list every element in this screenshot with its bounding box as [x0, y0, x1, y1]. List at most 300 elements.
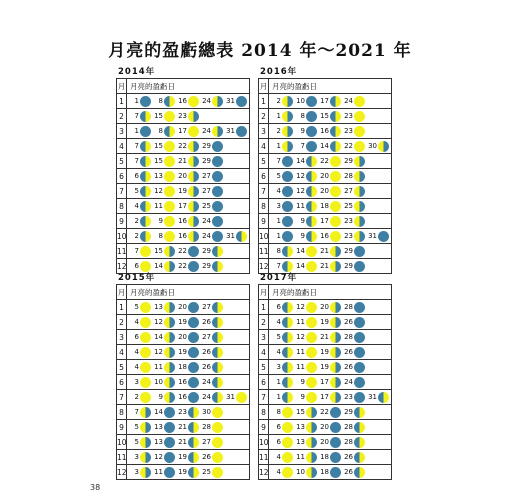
- lq-moon-icon: [330, 377, 341, 388]
- new-moon-icon: [282, 216, 293, 227]
- phase-day: 24: [202, 217, 211, 225]
- month-cell: 5: [259, 360, 269, 375]
- phase-day: 26: [344, 468, 353, 476]
- fq-moon-icon: [140, 141, 151, 152]
- new-moon-icon: [188, 246, 199, 257]
- phase-cell: [269, 124, 392, 139]
- table-row: [259, 214, 392, 229]
- month-cell: 12: [259, 259, 269, 274]
- lq-moon-icon: [330, 302, 341, 313]
- full-moon-icon: [140, 392, 151, 403]
- new-moon-icon: [212, 186, 223, 197]
- lq-moon-icon: [354, 186, 365, 197]
- phase-day: 9: [158, 217, 163, 225]
- month-cell: 1: [259, 94, 269, 109]
- fq-moon-icon: [378, 392, 389, 403]
- phase-day: 21: [320, 262, 329, 270]
- phase-day: 11: [154, 202, 163, 210]
- new-moon-icon: [212, 201, 223, 212]
- lq-moon-icon: [330, 347, 341, 358]
- new-moon-icon: [354, 261, 365, 272]
- phase-cell: [269, 360, 392, 375]
- phase-day: 21: [320, 247, 329, 255]
- table-row: [259, 315, 392, 330]
- phase-day: 14: [296, 157, 305, 165]
- new-moon-icon: [306, 96, 317, 107]
- month-cell: 8: [117, 199, 127, 214]
- fq-moon-icon: [354, 467, 365, 478]
- header-phase: 月亮的盈虧日: [269, 79, 392, 94]
- table-row: [117, 450, 250, 465]
- phase-day: 7: [276, 157, 281, 165]
- phase-day: 14: [154, 333, 163, 341]
- fq-moon-icon: [212, 392, 223, 403]
- full-moon-icon: [306, 246, 317, 257]
- table-row: [259, 345, 392, 360]
- month-cell: 7: [117, 184, 127, 199]
- phase-day: 5: [134, 187, 139, 195]
- phase-day: 27: [202, 438, 211, 446]
- fq-moon-icon: [282, 246, 293, 257]
- new-moon-icon: [354, 377, 365, 388]
- new-moon-icon: [282, 171, 293, 182]
- table-header-row: [117, 285, 250, 300]
- phase-day: 28: [344, 438, 353, 446]
- full-moon-icon: [236, 392, 247, 403]
- new-moon-icon: [354, 246, 365, 257]
- phase-day: 4: [276, 453, 281, 461]
- phase-list: [127, 124, 249, 138]
- month-cell: 4: [259, 139, 269, 154]
- lq-moon-icon: [164, 261, 175, 272]
- phase-list: [127, 300, 249, 314]
- full-moon-icon: [188, 126, 199, 137]
- phase-day: 5: [134, 303, 139, 311]
- fq-moon-icon: [306, 201, 317, 212]
- phase-day: 10: [296, 97, 305, 105]
- phase-day: 11: [296, 318, 305, 326]
- phase-day: 8: [158, 97, 163, 105]
- phase-cell: [269, 229, 392, 244]
- phase-cell: [269, 184, 392, 199]
- phase-cell: [127, 169, 250, 184]
- phase-day: 28: [344, 333, 353, 341]
- phase-cell: [127, 139, 250, 154]
- fq-moon-icon: [188, 422, 199, 433]
- fq-moon-icon: [306, 231, 317, 242]
- new-moon-icon: [354, 347, 365, 358]
- table-row: [117, 360, 250, 375]
- full-moon-icon: [140, 347, 151, 358]
- lq-moon-icon: [212, 96, 223, 107]
- phase-day: 4: [276, 468, 281, 476]
- table-row: [259, 465, 392, 480]
- full-moon-icon: [212, 437, 223, 448]
- table-row: [117, 154, 250, 169]
- full-moon-icon: [140, 317, 151, 328]
- lq-moon-icon: [188, 216, 199, 227]
- phase-day: 20: [178, 333, 187, 341]
- year-block: [116, 272, 250, 480]
- lq-moon-icon: [306, 467, 317, 478]
- phase-list: [127, 420, 249, 434]
- phase-list: [127, 184, 249, 198]
- month-cell: 2: [259, 315, 269, 330]
- table-row: [259, 375, 392, 390]
- phase-day: 12: [296, 303, 305, 311]
- month-cell: 1: [117, 300, 127, 315]
- fq-moon-icon: [354, 437, 365, 448]
- moon-phase-table: [116, 284, 250, 480]
- full-moon-icon: [140, 332, 151, 343]
- table-row: [259, 109, 392, 124]
- phase-day: 29: [344, 157, 353, 165]
- phase-day: 7: [134, 408, 139, 416]
- phase-day: 3: [134, 453, 139, 461]
- full-moon-icon: [306, 261, 317, 272]
- phase-list: [127, 345, 249, 359]
- phase-cell: [269, 390, 392, 405]
- phase-day: 20: [320, 187, 329, 195]
- full-moon-icon: [306, 347, 317, 358]
- new-moon-icon: [282, 231, 293, 242]
- phase-day: 6: [134, 333, 139, 341]
- new-moon-icon: [164, 452, 175, 463]
- phase-cell: [269, 139, 392, 154]
- phase-day: 10: [296, 468, 305, 476]
- phase-cell: [127, 375, 250, 390]
- phase-cell: [127, 330, 250, 345]
- table-row: [259, 199, 392, 214]
- phase-day: 14: [154, 408, 163, 416]
- phase-day: 9: [300, 378, 305, 386]
- phase-day: 8: [158, 232, 163, 240]
- phase-list: [127, 435, 249, 449]
- phase-day: 15: [320, 112, 329, 120]
- phase-day: 7: [134, 112, 139, 120]
- phase-day: 8: [276, 247, 281, 255]
- table-row: [117, 300, 250, 315]
- phase-day: 28: [202, 423, 211, 431]
- full-moon-icon: [140, 246, 151, 257]
- table-row: [117, 330, 250, 345]
- phase-day: 4: [276, 318, 281, 326]
- fq-moon-icon: [212, 332, 223, 343]
- phase-day: 30: [202, 408, 211, 416]
- phase-cell: [127, 390, 250, 405]
- phase-day: 11: [296, 363, 305, 371]
- phase-cell: [127, 229, 250, 244]
- new-moon-icon: [306, 141, 317, 152]
- phase-day: 14: [296, 262, 305, 270]
- header-phase: 月亮的盈虧日: [127, 79, 250, 94]
- lq-moon-icon: [330, 332, 341, 343]
- fq-moon-icon: [354, 407, 365, 418]
- fq-moon-icon: [330, 96, 341, 107]
- month-cell: 5: [117, 154, 127, 169]
- lq-moon-icon: [140, 437, 151, 448]
- new-moon-icon: [306, 111, 317, 122]
- phase-list: [127, 229, 249, 243]
- table-row: [117, 315, 250, 330]
- phase-day: 31: [368, 393, 377, 401]
- month-cell: 9: [259, 420, 269, 435]
- new-moon-icon: [188, 362, 199, 373]
- header-phase: 月亮的盈虧日: [127, 285, 250, 300]
- phase-day: 17: [178, 202, 187, 210]
- phase-day: 19: [320, 348, 329, 356]
- phase-cell: [269, 345, 392, 360]
- phase-list: [269, 435, 391, 449]
- phase-day: 21: [178, 438, 187, 446]
- phase-cell: [269, 405, 392, 420]
- phase-day: 16: [178, 378, 187, 386]
- phase-day: 13: [296, 438, 305, 446]
- header-month: 月: [259, 79, 269, 94]
- fq-moon-icon: [140, 201, 151, 212]
- fq-moon-icon: [164, 96, 175, 107]
- phase-day: 16: [320, 127, 329, 135]
- phase-list: [127, 244, 249, 258]
- lq-moon-icon: [282, 96, 293, 107]
- phase-day: 1: [276, 112, 281, 120]
- phase-day: 27: [202, 187, 211, 195]
- phase-day: 28: [344, 423, 353, 431]
- phase-day: 19: [178, 318, 187, 326]
- phase-day: 16: [320, 232, 329, 240]
- phase-day: 31: [226, 127, 235, 135]
- month-cell: 2: [117, 109, 127, 124]
- month-cell: 6: [117, 169, 127, 184]
- new-moon-icon: [212, 156, 223, 167]
- phase-day: 20: [320, 423, 329, 431]
- phase-cell: [127, 124, 250, 139]
- table-row: [259, 330, 392, 345]
- phase-cell: [127, 154, 250, 169]
- fq-moon-icon: [330, 111, 341, 122]
- month-cell: 7: [259, 390, 269, 405]
- phase-list: [127, 169, 249, 183]
- table-row: [259, 94, 392, 109]
- new-moon-icon: [330, 467, 341, 478]
- new-moon-icon: [354, 317, 365, 328]
- month-cell: 7: [117, 390, 127, 405]
- fq-moon-icon: [282, 347, 293, 358]
- phase-day: 24: [202, 232, 211, 240]
- phase-day: 16: [178, 97, 187, 105]
- phase-day: 4: [276, 187, 281, 195]
- phase-cell: [269, 375, 392, 390]
- phase-cell: [269, 94, 392, 109]
- full-moon-icon: [306, 392, 317, 403]
- phase-day: 5: [134, 423, 139, 431]
- month-cell: 7: [259, 184, 269, 199]
- table-row: [117, 435, 250, 450]
- phase-day: 19: [320, 318, 329, 326]
- table-row: [259, 360, 392, 375]
- phase-day: 6: [276, 438, 281, 446]
- full-moon-icon: [354, 126, 365, 137]
- phase-day: 16: [178, 393, 187, 401]
- phase-day: 3: [134, 378, 139, 386]
- lq-moon-icon: [140, 422, 151, 433]
- phase-day: 13: [154, 172, 163, 180]
- page-title: 月亮的盈虧總表 2014 年～2021 年: [108, 41, 412, 61]
- phase-day: 10: [154, 378, 163, 386]
- phase-day: 19: [178, 453, 187, 461]
- phase-day: 26: [202, 453, 211, 461]
- phase-day: 1: [276, 393, 281, 401]
- lq-moon-icon: [188, 201, 199, 212]
- table-row: [259, 420, 392, 435]
- new-moon-icon: [164, 407, 175, 418]
- phase-cell: [127, 199, 250, 214]
- phase-day: 29: [202, 142, 211, 150]
- month-cell: 3: [117, 124, 127, 139]
- lq-moon-icon: [164, 347, 175, 358]
- phase-list: [127, 405, 249, 419]
- phase-day: 28: [344, 172, 353, 180]
- lq-moon-icon: [164, 317, 175, 328]
- lq-moon-icon: [306, 452, 317, 463]
- phase-cell: [269, 420, 392, 435]
- new-moon-icon: [354, 302, 365, 313]
- new-moon-icon: [354, 392, 365, 403]
- fq-moon-icon: [306, 186, 317, 197]
- month-cell: 8: [259, 199, 269, 214]
- fq-moon-icon: [330, 141, 341, 152]
- phase-day: 15: [296, 408, 305, 416]
- month-cell: 8: [259, 405, 269, 420]
- table-row: [117, 109, 250, 124]
- new-moon-icon: [330, 452, 341, 463]
- lq-moon-icon: [164, 377, 175, 388]
- lq-moon-icon: [354, 156, 365, 167]
- phase-day: 11: [296, 453, 305, 461]
- year-label: 2015年: [118, 273, 156, 283]
- fq-moon-icon: [354, 452, 365, 463]
- table-row: [117, 465, 250, 480]
- lq-moon-icon: [306, 422, 317, 433]
- phase-list: [269, 169, 391, 183]
- table-row: [259, 139, 392, 154]
- phase-day: 5: [276, 172, 281, 180]
- phase-day: 6: [134, 172, 139, 180]
- lq-moon-icon: [354, 171, 365, 182]
- phase-day: 17: [320, 393, 329, 401]
- phase-day: 1: [276, 217, 281, 225]
- table-row: [117, 229, 250, 244]
- phase-day: 7: [276, 262, 281, 270]
- phase-day: 15: [154, 112, 163, 120]
- phase-list: [127, 465, 249, 479]
- phase-day: 9: [300, 217, 305, 225]
- phase-list: [127, 360, 249, 374]
- phase-cell: [269, 465, 392, 480]
- year-label: 2016年: [260, 67, 298, 77]
- full-moon-icon: [306, 377, 317, 388]
- phase-list: [269, 184, 391, 198]
- phase-cell: [127, 420, 250, 435]
- phase-day: 30: [368, 142, 377, 150]
- phase-day: 23: [344, 112, 353, 120]
- phase-day: 9: [158, 393, 163, 401]
- table-row: [259, 229, 392, 244]
- phase-day: 26: [202, 348, 211, 356]
- phase-day: 26: [202, 318, 211, 326]
- fq-moon-icon: [282, 377, 293, 388]
- phase-day: 8: [300, 112, 305, 120]
- phase-day: 12: [154, 348, 163, 356]
- phase-cell: [269, 169, 392, 184]
- phase-day: 17: [320, 217, 329, 225]
- phase-day: 5: [276, 333, 281, 341]
- phase-day: 12: [296, 172, 305, 180]
- phase-cell: [269, 315, 392, 330]
- new-moon-icon: [188, 261, 199, 272]
- phase-cell: [127, 360, 250, 375]
- lq-moon-icon: [188, 141, 199, 152]
- phase-day: 21: [178, 423, 187, 431]
- fq-moon-icon: [140, 216, 151, 227]
- header-month: 月: [117, 285, 127, 300]
- month-cell: 3: [259, 124, 269, 139]
- month-cell: 2: [117, 315, 127, 330]
- full-moon-icon: [330, 231, 341, 242]
- phase-day: 16: [178, 217, 187, 225]
- full-moon-icon: [354, 141, 365, 152]
- lq-moon-icon: [164, 302, 175, 313]
- month-cell: 4: [259, 345, 269, 360]
- phase-day: 23: [344, 232, 353, 240]
- phase-day: 29: [202, 247, 211, 255]
- table-row: [117, 169, 250, 184]
- phase-day: 14: [154, 262, 163, 270]
- phase-list: [269, 390, 391, 404]
- month-cell: 12: [259, 465, 269, 480]
- phase-cell: [127, 184, 250, 199]
- phase-day: 25: [202, 202, 211, 210]
- lq-moon-icon: [164, 362, 175, 373]
- fq-moon-icon: [140, 156, 151, 167]
- phase-day: 9: [300, 232, 305, 240]
- moon-phase-table: [258, 284, 392, 480]
- table-row: [117, 375, 250, 390]
- phase-day: 20: [320, 172, 329, 180]
- phase-day: 26: [202, 363, 211, 371]
- new-moon-icon: [212, 231, 223, 242]
- new-moon-icon: [354, 362, 365, 373]
- table-header-row: [259, 79, 392, 94]
- month-cell: 5: [259, 154, 269, 169]
- phase-day: 24: [344, 378, 353, 386]
- lq-moon-icon: [330, 261, 341, 272]
- fq-moon-icon: [236, 231, 247, 242]
- phase-list: [127, 375, 249, 389]
- new-moon-icon: [140, 96, 151, 107]
- phase-day: 13: [154, 423, 163, 431]
- phase-list: [269, 154, 391, 168]
- new-moon-icon: [212, 216, 223, 227]
- phase-day: 18: [178, 363, 187, 371]
- table-row: [117, 214, 250, 229]
- phase-day: 24: [202, 127, 211, 135]
- month-cell: 3: [259, 330, 269, 345]
- fq-moon-icon: [140, 171, 151, 182]
- month-cell: 10: [117, 229, 127, 244]
- phase-cell: [269, 450, 392, 465]
- phase-day: 20: [178, 172, 187, 180]
